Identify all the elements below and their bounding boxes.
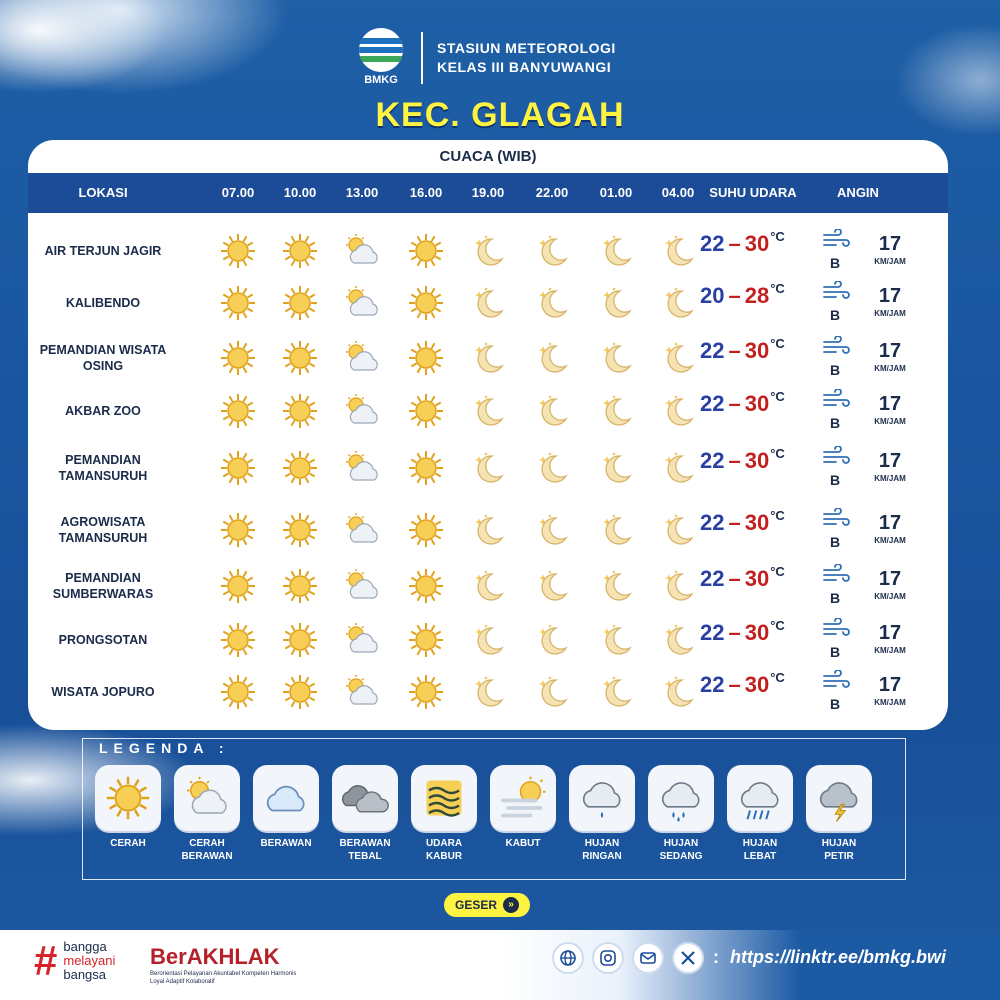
moon-icon xyxy=(658,231,698,271)
temperature-range xyxy=(700,448,810,488)
footer xyxy=(0,930,1000,1000)
wind-unit: KM/JAM xyxy=(874,364,906,373)
legend-label: UDARA KABUR xyxy=(425,838,463,862)
sun-icon xyxy=(218,510,258,550)
heavy-rain-icon xyxy=(727,765,793,831)
location-name: AIR TERJUN JAGIR xyxy=(44,244,162,258)
wind-info xyxy=(816,279,916,327)
mail-icon[interactable] xyxy=(632,942,664,974)
sun-icon xyxy=(406,448,446,488)
header-time-6: 01.00 xyxy=(599,185,633,200)
temp-dash: – xyxy=(728,338,741,363)
moon-icon xyxy=(532,231,572,271)
table-row xyxy=(28,383,948,439)
legend-item-fog xyxy=(490,765,556,850)
berakhlak-a: Ber xyxy=(150,944,187,969)
partly-cloudy-icon xyxy=(174,765,240,831)
legend-item-moderate-rain xyxy=(648,765,714,863)
social-links xyxy=(552,942,704,974)
sun-icon xyxy=(280,566,320,606)
temperature-range xyxy=(700,338,810,378)
wind-direction: B xyxy=(830,307,841,323)
temp-max: 30 xyxy=(744,448,770,473)
wind-unit: KM/JAM xyxy=(874,592,906,601)
moon-icon xyxy=(468,566,508,606)
moon-icon xyxy=(468,338,508,378)
partly-cloudy-icon xyxy=(342,338,382,378)
moon-icon xyxy=(596,620,636,660)
temp-unit: °C xyxy=(770,618,785,633)
sun-icon xyxy=(280,231,320,271)
moon-icon xyxy=(468,283,508,323)
table-row xyxy=(28,612,948,668)
sun-icon xyxy=(280,672,320,712)
legend-item-partly-cloudy xyxy=(174,765,240,863)
partly-cloudy-icon xyxy=(342,672,382,712)
temp-dash: – xyxy=(728,672,741,697)
moon-icon xyxy=(468,391,508,431)
temperature-range xyxy=(700,231,810,271)
temp-unit: °C xyxy=(770,446,785,461)
temp-unit: °C xyxy=(770,281,785,296)
bmkg-logo xyxy=(355,28,407,88)
temp-max: 30 xyxy=(744,510,770,535)
wind-info xyxy=(816,668,916,716)
sun-icon xyxy=(280,620,320,660)
station-name xyxy=(437,39,616,77)
moon-icon xyxy=(532,283,572,323)
wind-unit: KM/JAM xyxy=(874,309,906,318)
wind-info xyxy=(816,227,916,275)
location-name: PEMANDIAN TAMANSURUH xyxy=(58,453,148,483)
header-time-1: 10.00 xyxy=(283,185,317,200)
header-temperature: SUHU UDARA xyxy=(709,185,797,200)
sun-icon xyxy=(218,672,258,712)
double-arrow-icon: » xyxy=(503,897,519,913)
sun-icon xyxy=(218,283,258,323)
temp-unit: °C xyxy=(770,389,785,404)
legend-title: LEGENDA : xyxy=(99,740,230,756)
thunderstorm-icon xyxy=(806,765,872,831)
header-time-5: 22.00 xyxy=(535,185,569,200)
moon-icon xyxy=(468,510,508,550)
temp-unit: °C xyxy=(770,229,785,244)
wind-info xyxy=(816,616,916,664)
temp-min: 22 xyxy=(700,672,725,697)
temp-max: 30 xyxy=(744,566,770,591)
sun-icon xyxy=(280,283,320,323)
geser-label: GESER xyxy=(454,898,497,912)
moon-icon xyxy=(596,566,636,606)
moon-icon xyxy=(468,672,508,712)
moon-icon xyxy=(468,620,508,660)
moon-icon xyxy=(596,391,636,431)
moon-icon xyxy=(468,448,508,488)
wind-speed: 17 xyxy=(878,340,902,362)
partly-cloudy-icon xyxy=(342,231,382,271)
moon-icon xyxy=(468,231,508,271)
legend-item-heavy-rain xyxy=(727,765,793,863)
wind-speed: 17 xyxy=(878,233,902,255)
header-time-7: 04.00 xyxy=(661,185,695,200)
legend-label: BERAWAN TEBAL xyxy=(339,838,391,862)
table-row xyxy=(28,558,948,614)
legend-label: HUJAN PETIR xyxy=(821,838,857,862)
wind-direction: B xyxy=(830,644,841,660)
temp-min: 22 xyxy=(700,448,725,473)
moderate-rain-icon xyxy=(648,765,714,831)
sun-icon xyxy=(406,510,446,550)
legend-label: HUJAN LEBAT xyxy=(742,838,778,862)
moon-icon xyxy=(658,391,698,431)
sun-icon xyxy=(95,765,161,831)
temp-unit: °C xyxy=(770,336,785,351)
temp-max: 30 xyxy=(744,231,770,256)
station-line-1: STASIUN METEOROLOGI xyxy=(437,40,616,56)
moon-icon xyxy=(532,391,572,431)
wind-unit: KM/JAM xyxy=(874,417,906,426)
temp-max: 30 xyxy=(744,338,770,363)
moon-icon xyxy=(596,510,636,550)
moon-icon xyxy=(658,566,698,606)
moon-icon xyxy=(532,510,572,550)
sun-icon xyxy=(406,283,446,323)
header-location: LOKASI xyxy=(78,185,128,200)
temp-min: 22 xyxy=(700,391,725,416)
location-name: KALIBENDO xyxy=(65,296,141,310)
temperature-range xyxy=(700,391,810,431)
sun-icon xyxy=(406,620,446,660)
location-name: WISATA JOPURO xyxy=(51,685,155,699)
berakhlak-b: AKHLAK xyxy=(186,944,280,969)
header-time-4: 19.00 xyxy=(471,185,505,200)
wind-unit: KM/JAM xyxy=(874,698,906,707)
bangga-melayani-bangsa-logo xyxy=(34,937,116,984)
moon-icon xyxy=(596,231,636,271)
wind-speed: 17 xyxy=(878,285,902,307)
temp-dash: – xyxy=(728,566,741,591)
wind-speed: 17 xyxy=(878,622,902,644)
header-time-0: 07.00 xyxy=(221,185,255,200)
sun-icon xyxy=(280,391,320,431)
table-row xyxy=(28,664,948,720)
partly-cloudy-icon xyxy=(342,283,382,323)
fog-icon xyxy=(490,765,556,831)
table-title: CUACA (WIB) xyxy=(439,148,537,165)
temp-min: 22 xyxy=(700,231,725,256)
sun-icon xyxy=(218,391,258,431)
legend-item-haze xyxy=(411,765,477,863)
hash-icon: # xyxy=(34,937,58,984)
moon-icon xyxy=(532,338,572,378)
legend-item-sun xyxy=(95,765,161,850)
legend-label: HUJAN SEDANG xyxy=(659,838,703,862)
moon-icon xyxy=(532,448,572,488)
wind-direction: B xyxy=(830,696,841,712)
moon-icon xyxy=(658,283,698,323)
header-time-3: 16.00 xyxy=(409,185,443,200)
wind-direction: B xyxy=(830,472,841,488)
linktree-link[interactable]: https://linktr.ee/bmkg.bwi xyxy=(730,947,947,967)
wind-speed: 17 xyxy=(878,674,902,696)
temp-unit: °C xyxy=(770,670,785,685)
berakhlak-logo xyxy=(150,944,310,986)
wind-info xyxy=(816,334,916,382)
sun-icon xyxy=(218,566,258,606)
sun-icon xyxy=(218,448,258,488)
temperature-range xyxy=(700,566,810,606)
table-header xyxy=(28,173,948,213)
legend-item-light-rain xyxy=(569,765,635,863)
partly-cloudy-icon xyxy=(342,391,382,431)
legend-label: HUJAN RINGAN xyxy=(582,838,622,862)
temperature-range xyxy=(700,620,810,660)
moon-icon xyxy=(596,672,636,712)
wind-unit: KM/JAM xyxy=(874,474,906,483)
temp-dash: – xyxy=(728,391,741,416)
moon-icon xyxy=(658,338,698,378)
moon-icon xyxy=(658,620,698,660)
temp-min: 22 xyxy=(700,338,725,363)
legend-label: KABUT xyxy=(505,838,541,849)
globe-icon[interactable] xyxy=(552,942,584,974)
temperature-range xyxy=(700,283,810,323)
wind-speed: 17 xyxy=(878,568,902,590)
temp-dash: – xyxy=(728,510,741,535)
location-name: AKBAR ZOO xyxy=(65,404,141,418)
partly-cloudy-icon xyxy=(342,620,382,660)
wind-direction: B xyxy=(830,415,841,431)
temp-max: 30 xyxy=(744,672,770,697)
temp-max: 28 xyxy=(744,283,770,308)
sun-icon xyxy=(218,231,258,271)
temp-dash: – xyxy=(728,283,741,308)
wind-unit: KM/JAM xyxy=(874,536,906,545)
legend-label: CERAH BERAWAN xyxy=(181,838,233,862)
bangga-line-1: bangga xyxy=(63,939,107,954)
cloud-icon xyxy=(253,765,319,831)
location-name: AGROWISATA TAMANSURUH xyxy=(58,515,148,545)
table-row xyxy=(28,440,948,496)
legend-item-heavy-cloud xyxy=(332,765,398,863)
x-icon[interactable] xyxy=(672,942,704,974)
wind-speed: 17 xyxy=(878,450,902,472)
sun-icon xyxy=(280,510,320,550)
link-separator: : xyxy=(713,947,719,967)
sun-icon xyxy=(280,338,320,378)
location-name: PEMANDIAN SUMBERWARAS xyxy=(52,571,154,601)
sun-icon xyxy=(406,338,446,378)
geser-button[interactable] xyxy=(444,893,530,917)
moon-icon xyxy=(532,672,572,712)
forecast-panel xyxy=(28,140,948,730)
temp-dash: – xyxy=(728,231,741,256)
legend-item-cloud xyxy=(253,765,319,850)
temp-min: 22 xyxy=(700,566,725,591)
heavy-cloud-icon xyxy=(332,765,398,831)
table-row xyxy=(28,223,948,279)
wind-direction: B xyxy=(830,362,841,378)
sun-icon xyxy=(218,338,258,378)
temp-unit: °C xyxy=(770,508,785,523)
location-name: PRONGSOTAN xyxy=(58,633,148,647)
district-title: KEC. GLAGAH xyxy=(375,96,625,134)
temp-unit: °C xyxy=(770,564,785,579)
sun-icon xyxy=(406,672,446,712)
station-line-2: KELAS III BANYUWANGI xyxy=(437,59,612,75)
partly-cloudy-icon xyxy=(342,448,382,488)
light-rain-icon xyxy=(569,765,635,831)
temperature-range xyxy=(700,672,810,712)
header-divider xyxy=(421,32,423,84)
table-row xyxy=(28,330,948,386)
wind-direction: B xyxy=(830,255,841,271)
wind-direction: B xyxy=(830,590,841,606)
wind-direction: B xyxy=(830,534,841,550)
moon-icon xyxy=(596,448,636,488)
moon-icon xyxy=(532,566,572,606)
haze-icon xyxy=(411,765,477,831)
sun-icon xyxy=(280,448,320,488)
table-row xyxy=(28,502,948,558)
temp-dash: – xyxy=(728,448,741,473)
logo-text: BMKG xyxy=(364,74,398,86)
bangga-line-3: bangsa xyxy=(63,967,107,982)
legend xyxy=(82,738,906,880)
header-time-2: 13.00 xyxy=(345,185,379,200)
wind-info xyxy=(816,562,916,610)
wind-unit: KM/JAM xyxy=(874,257,906,266)
wind-speed: 17 xyxy=(878,512,902,534)
table-row xyxy=(28,275,948,331)
moon-icon xyxy=(658,448,698,488)
sun-icon xyxy=(218,620,258,660)
moon-icon xyxy=(532,620,572,660)
sun-icon xyxy=(406,566,446,606)
sun-icon xyxy=(406,231,446,271)
temp-max: 30 xyxy=(744,391,770,416)
temperature-range xyxy=(700,510,810,550)
instagram-icon[interactable] xyxy=(592,942,624,974)
moon-icon xyxy=(658,510,698,550)
wind-unit: KM/JAM xyxy=(874,646,906,655)
temp-max: 30 xyxy=(744,620,770,645)
partly-cloudy-icon xyxy=(342,566,382,606)
sun-icon xyxy=(406,391,446,431)
partly-cloudy-icon xyxy=(342,510,382,550)
wind-speed: 17 xyxy=(878,393,902,415)
temp-min: 22 xyxy=(700,510,725,535)
header xyxy=(355,28,616,88)
wind-info xyxy=(816,387,916,435)
berakhlak-subtitle: Berorientasi Pelayanan Akuntabel Kompeten Harmonis Loyal Adaptif Kolaboratif xyxy=(150,971,297,985)
location-name: PEMANDIAN WISATA OSING xyxy=(39,343,167,373)
legend-label: BERAWAN xyxy=(260,838,312,849)
legend-label: CERAH xyxy=(110,838,146,849)
moon-icon xyxy=(596,338,636,378)
temp-min: 22 xyxy=(700,620,725,645)
wind-info xyxy=(816,506,916,554)
moon-icon xyxy=(658,672,698,712)
moon-icon xyxy=(596,283,636,323)
temp-min: 20 xyxy=(700,283,725,308)
header-wind: ANGIN xyxy=(837,185,879,200)
bangga-line-2: melayani xyxy=(63,953,116,968)
temp-dash: – xyxy=(728,620,741,645)
legend-item-thunderstorm xyxy=(806,765,872,863)
wind-info xyxy=(816,444,916,492)
